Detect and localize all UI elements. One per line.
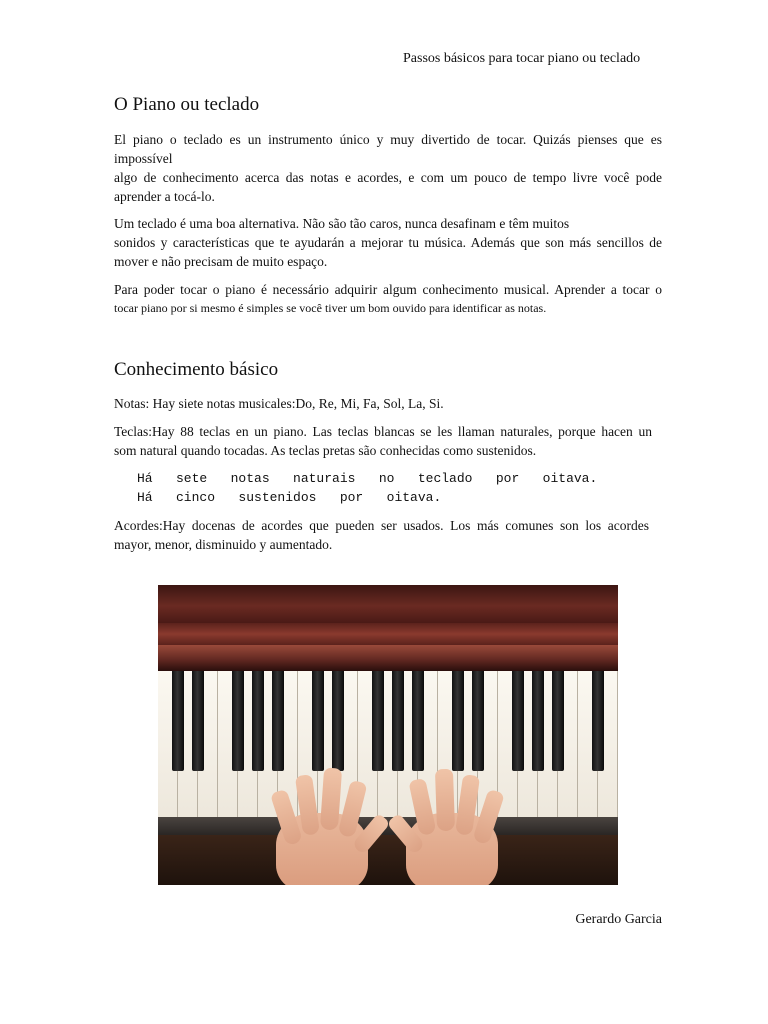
paragraph-knowledge xyxy=(114,280,662,318)
piano-photo xyxy=(158,585,618,885)
paragraph-line: Um teclado é uma boa alternativa. Não são tão caros, nunca desafinam e têm muitos xyxy=(114,216,570,231)
author-name: Gerardo Garcia xyxy=(575,912,662,927)
section-title-piano: O Piano ou teclado xyxy=(114,94,260,115)
black-key xyxy=(372,671,384,771)
black-key xyxy=(452,671,464,771)
piano-key-slip xyxy=(158,645,618,671)
code-line: Há sete notas naturais no teclado por oitava. xyxy=(137,471,598,486)
black-key xyxy=(172,671,184,771)
paragraph-line: Acordes:Hay docenas de acordes que pueden ser usados. Los más comunes son los acordes xyxy=(114,518,649,533)
black-key xyxy=(472,671,484,771)
black-key xyxy=(272,671,284,771)
piano-fallboard xyxy=(158,585,618,623)
black-key xyxy=(592,671,604,771)
paragraph-line: El piano o teclado es un instrumento único y muy divertido de tocar. Quizás pienses que es xyxy=(114,132,662,147)
black-key xyxy=(552,671,564,771)
paragraph-line: som natural quando tocadas. As teclas pretas são conhecidas como sustenidos. xyxy=(114,443,537,458)
paragraph-line: Teclas:Hay 88 teclas en un piano. Las teclas blancas se les llaman naturales, porque hacen un xyxy=(114,424,652,439)
code-line: Há cinco sustenidos por oitava. xyxy=(137,490,442,505)
black-key xyxy=(312,671,324,771)
piano-wood-panel xyxy=(158,623,618,645)
black-key xyxy=(252,671,264,771)
paragraph-acordes xyxy=(114,516,649,554)
black-key xyxy=(392,671,404,771)
black-key xyxy=(192,671,204,771)
finger xyxy=(435,769,455,832)
black-key xyxy=(232,671,244,771)
paragraph-line: Notas: Hay siete notas musicales:Do, Re, Mi, Fa, Sol, La, Si. xyxy=(114,396,444,411)
paragraph-teclas xyxy=(114,422,652,460)
black-key xyxy=(412,671,424,771)
black-key xyxy=(512,671,524,771)
paragraph-keyboard xyxy=(114,214,662,271)
paragraph-intro xyxy=(114,130,662,206)
code-block xyxy=(137,469,597,507)
paragraph-line: mover e não precisam de muito espaço. xyxy=(114,254,328,269)
page-header: Passos básicos para tocar piano ou teclado xyxy=(403,51,641,66)
paragraph-line: impossível xyxy=(114,151,173,166)
black-key xyxy=(532,671,544,771)
paragraph-notas xyxy=(114,394,654,413)
paragraph-line: sonidos y características que te ayudarán a mejorar tu música. Además que son más sencillos de xyxy=(114,235,662,250)
piano-front-rail xyxy=(158,817,618,835)
paragraph-line: aprender a tocá-lo. xyxy=(114,189,215,204)
piano-underside xyxy=(158,835,618,885)
section-title-basics: Conhecimento básico xyxy=(114,359,279,380)
black-key xyxy=(332,671,344,771)
paragraph-line: Para poder tocar o piano é necessário adquirir algum conhecimento musical. Aprender a tocar o xyxy=(114,282,662,297)
paragraph-line: algo de conhecimento acerca das notas e acordes, e com um pouco de tempo livre você pode xyxy=(114,170,662,185)
paragraph-line: tocar piano por si mesmo é simples se você tiver um bom ouvido para identificar as notas. xyxy=(114,301,547,315)
paragraph-line: mayor, menor, disminuido y aumentado. xyxy=(114,537,333,552)
